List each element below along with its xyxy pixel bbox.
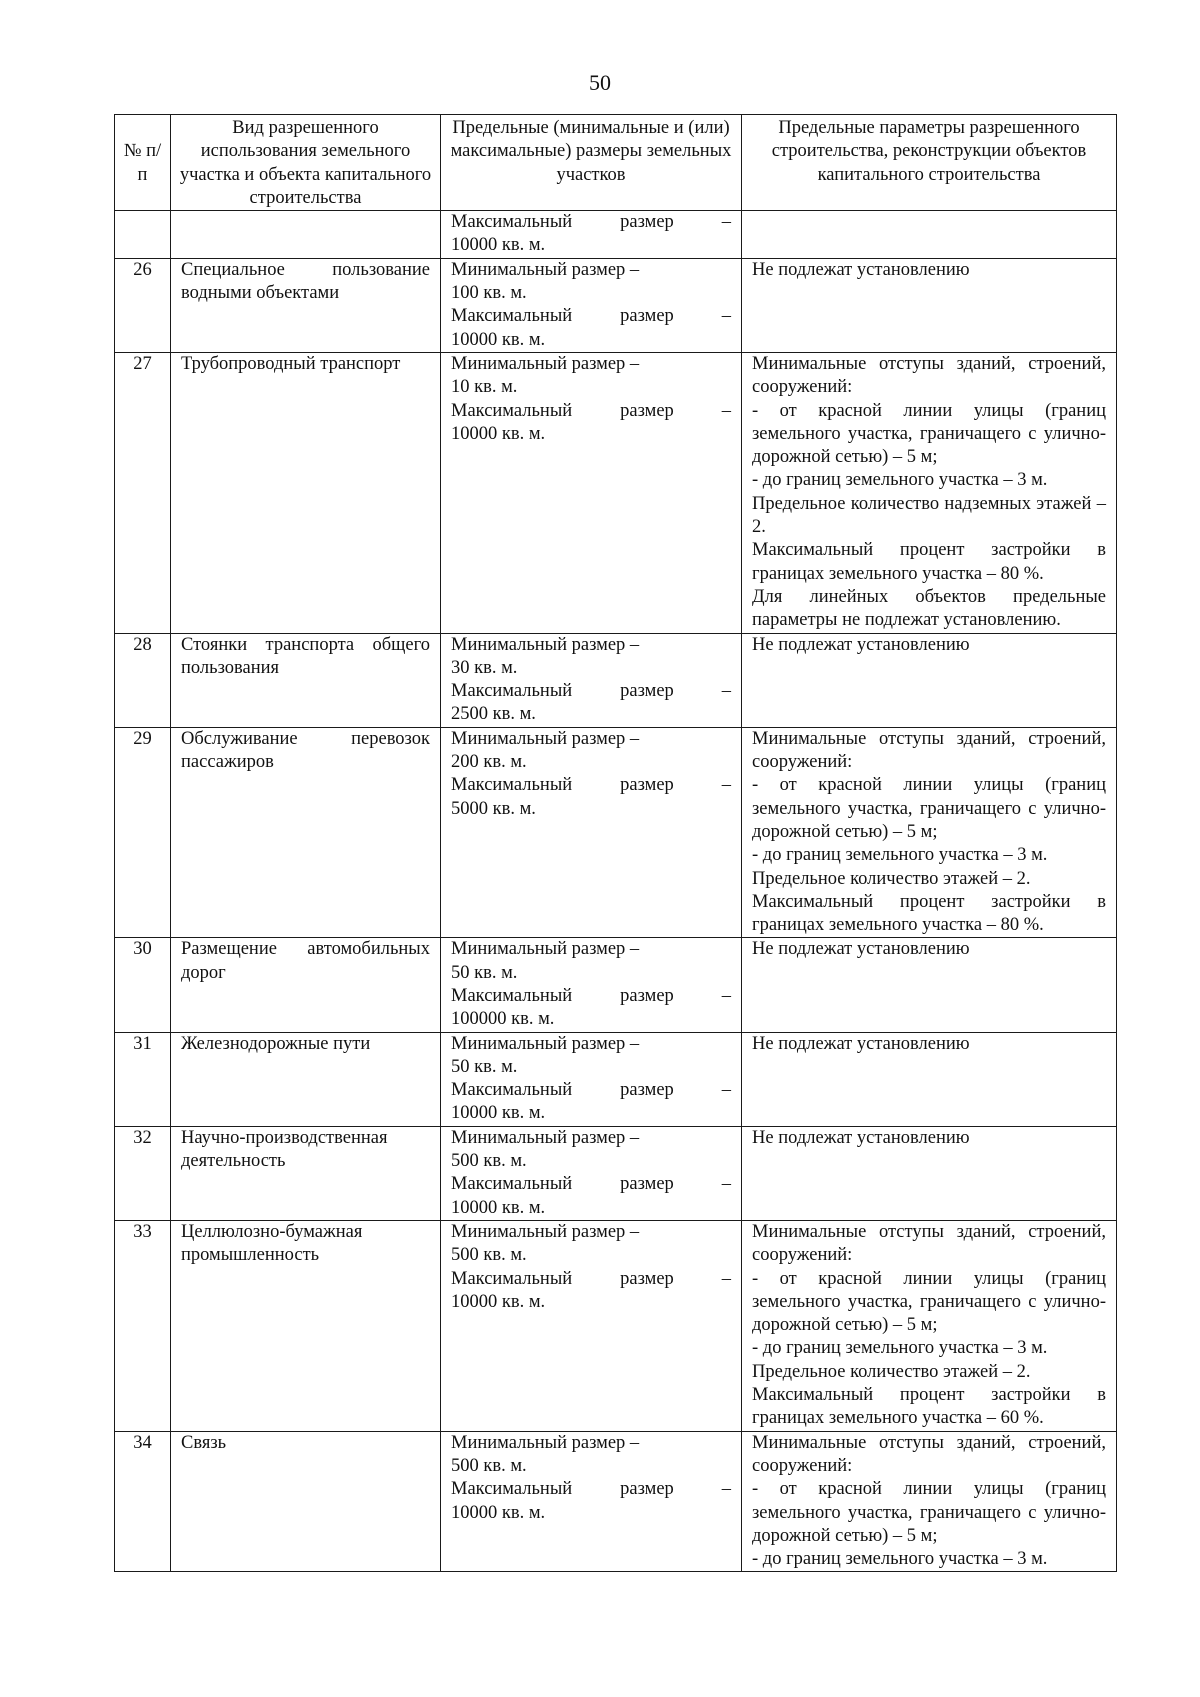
row-use-type: Размещение автомобильных дорог: [171, 938, 441, 1032]
params-line: - от красной линии улицы (границ земельного участка, граничащего с улично-дорожной сетью) – 5 м;: [752, 400, 1106, 468]
size-line: 50 кв. м.: [451, 1056, 518, 1077]
size-line: Минимальный размер –: [451, 728, 640, 749]
table-row: [115, 1032, 1117, 1126]
size-line: Минимальный размер –: [451, 1432, 640, 1453]
row-construction-params: [742, 352, 1117, 633]
size-line: 10000 кв. м.: [451, 423, 546, 444]
size-line: 10000 кв. м.: [451, 1197, 546, 1218]
row-number: 28: [115, 633, 171, 727]
size-line: Минимальный размер –: [451, 939, 640, 960]
size-line: Максимальный размер –: [451, 985, 731, 1006]
row-construction-params: [742, 1032, 1117, 1126]
header-number: № п/п: [115, 115, 171, 211]
row-use-type: Железнодорожные пути: [171, 1032, 441, 1126]
params-line: Минимальные отступы зданий, строений, сооружений:: [752, 1432, 1106, 1476]
size-line: 100 кв. м.: [451, 283, 527, 304]
params-line: - до границ земельного участка – 3 м.: [752, 470, 1048, 491]
table-row: [115, 633, 1117, 727]
size-line: 10000 кв. м.: [451, 329, 546, 350]
params-line: Не подлежат установлению: [752, 1033, 970, 1054]
header-construction-params: Предельные параметры разрешенного строительства, реконструкции объектов капитального строительства: [742, 115, 1117, 211]
params-line: Предельное количество этажей – 2.: [752, 1361, 1031, 1382]
row-plot-size: [441, 727, 742, 938]
row-use-type: Стоянки транспорта общего пользования: [171, 633, 441, 727]
size-line: 5000 кв. м.: [451, 798, 536, 819]
size-line: 30 кв. м.: [451, 657, 518, 678]
size-line: Максимальный размер –: [451, 1174, 731, 1195]
size-line: Минимальный размер –: [451, 1033, 640, 1054]
row-construction-params: [742, 727, 1117, 938]
size-line: 500 кв. м.: [451, 1245, 527, 1266]
size-line: 10000 кв. м.: [451, 235, 546, 256]
row-use-type: Специальное пользование водными объектами: [171, 258, 441, 352]
size-line: 10000 кв. м.: [451, 1502, 546, 1523]
row-plot-size: [441, 211, 742, 259]
row-use-type: Трубопроводный транспорт: [171, 352, 441, 633]
row-plot-size: [441, 1032, 742, 1126]
row-number: 32: [115, 1126, 171, 1220]
size-line: 10 кв. м.: [451, 377, 518, 398]
params-line: - до границ земельного участка – 3 м.: [752, 1549, 1048, 1570]
size-line: Максимальный размер –: [451, 212, 731, 233]
row-construction-params: [742, 1431, 1117, 1572]
zoning-parameters-table: [114, 114, 1117, 1572]
row-use-type: Целлюлозно-бумажная промышленность: [171, 1220, 441, 1431]
table-row: [115, 211, 1117, 259]
page-number: 50: [589, 70, 611, 95]
size-line: 10000 кв. м.: [451, 1291, 546, 1312]
size-line: 500 кв. м.: [451, 1151, 527, 1172]
row-construction-params: [742, 211, 1117, 259]
header-plot-size: Предельные (минимальные и (или) максимальные) размеры земельных участков: [441, 115, 742, 211]
params-line: Не подлежат установлению: [752, 1127, 970, 1148]
size-line: 50 кв. м.: [451, 962, 518, 983]
params-line: Для линейных объектов предельные параметры не подлежат установлению.: [752, 586, 1106, 631]
row-construction-params: [742, 258, 1117, 352]
params-line: - до границ земельного участка – 3 м.: [752, 1338, 1048, 1359]
params-line: - от красной линии улицы (границ земельного участка, граничащего с улично-дорожной сетью) – 5 м;: [752, 1479, 1106, 1546]
params-line: - от красной линии улицы (границ земельного участка, граничащего с улично-дорожной сетью) – 5 м;: [752, 775, 1106, 842]
row-number: 31: [115, 1032, 171, 1126]
row-construction-params: [742, 938, 1117, 1032]
size-line: Минимальный размер –: [451, 259, 640, 280]
params-line: Максимальный процент застройки в границах земельного участка – 60 %.: [752, 1385, 1106, 1429]
row-number: 27: [115, 352, 171, 633]
size-line: Минимальный размер –: [451, 1127, 640, 1148]
params-line: - до границ земельного участка – 3 м.: [752, 845, 1048, 866]
params-line: Минимальные отступы зданий, строений, сооружений:: [752, 728, 1106, 773]
row-construction-params: [742, 633, 1117, 727]
table-header-row: [115, 115, 1117, 211]
params-line: Не подлежат установлению: [752, 259, 970, 280]
row-use-type: Обслуживание перевозок пассажиров: [171, 727, 441, 938]
table-row: [115, 938, 1117, 1032]
row-plot-size: [441, 1126, 742, 1220]
row-number: 26: [115, 258, 171, 352]
row-use-type: [171, 211, 441, 259]
params-line: Предельное количество этажей – 2.: [752, 868, 1031, 889]
params-line: Не подлежат установлению: [752, 939, 970, 960]
size-line: 10000 кв. м.: [451, 1103, 546, 1124]
row-use-type: Связь: [171, 1431, 441, 1572]
table-row: [115, 1220, 1117, 1431]
size-line: 500 кв. м.: [451, 1455, 527, 1476]
size-line: Минимальный размер –: [451, 634, 640, 655]
size-line: 200 кв. м.: [451, 752, 527, 773]
row-number: 30: [115, 938, 171, 1032]
row-plot-size: [441, 1220, 742, 1431]
table-row: [115, 258, 1117, 352]
params-line: Не подлежат установлению: [752, 634, 970, 655]
size-line: Максимальный размер –: [451, 681, 731, 702]
row-plot-size: [441, 258, 742, 352]
row-number: [115, 211, 171, 259]
table-row: [115, 1431, 1117, 1572]
row-construction-params: [742, 1126, 1117, 1220]
size-line: Максимальный размер –: [451, 1268, 731, 1289]
table-row: [115, 727, 1117, 938]
row-number: 33: [115, 1220, 171, 1431]
params-line: Предельное количество надземных этажей – 2.: [752, 493, 1106, 538]
size-line: Максимальный размер –: [451, 1080, 731, 1101]
row-plot-size: [441, 633, 742, 727]
size-line: 2500 кв. м.: [451, 704, 536, 725]
row-use-type: Научно-производственная деятельность: [171, 1126, 441, 1220]
size-line: Минимальный размер –: [451, 1221, 640, 1242]
size-line: Максимальный размер –: [451, 400, 731, 421]
params-line: - от красной линии улицы (границ земельного участка, граничащего с улично-дорожной сетью) – 5 м;: [752, 1268, 1106, 1336]
params-line: Минимальные отступы зданий, строений, сооружений:: [752, 1221, 1106, 1266]
size-line: Максимальный размер –: [451, 1479, 731, 1500]
row-construction-params: [742, 1220, 1117, 1431]
table-row: [115, 352, 1117, 633]
size-line: Минимальный размер –: [451, 353, 640, 374]
size-line: Максимальный размер –: [451, 775, 731, 796]
params-line: Минимальные отступы зданий, строений, сооружений:: [752, 353, 1106, 398]
row-plot-size: [441, 938, 742, 1032]
row-number: 29: [115, 727, 171, 938]
row-plot-size: [441, 1431, 742, 1572]
params-line: Максимальный процент застройки в границах земельного участка – 80 %.: [752, 540, 1106, 584]
size-line: Максимальный размер –: [451, 306, 731, 327]
row-number: 34: [115, 1431, 171, 1572]
row-plot-size: [441, 352, 742, 633]
table-row: [115, 1126, 1117, 1220]
params-line: Максимальный процент застройки в границах земельного участка – 80 %.: [752, 891, 1106, 936]
header-use-type: Вид разрешенного использования земельного участка и объекта капитального строительства: [171, 115, 441, 211]
size-line: 100000 кв. м.: [451, 1009, 555, 1030]
